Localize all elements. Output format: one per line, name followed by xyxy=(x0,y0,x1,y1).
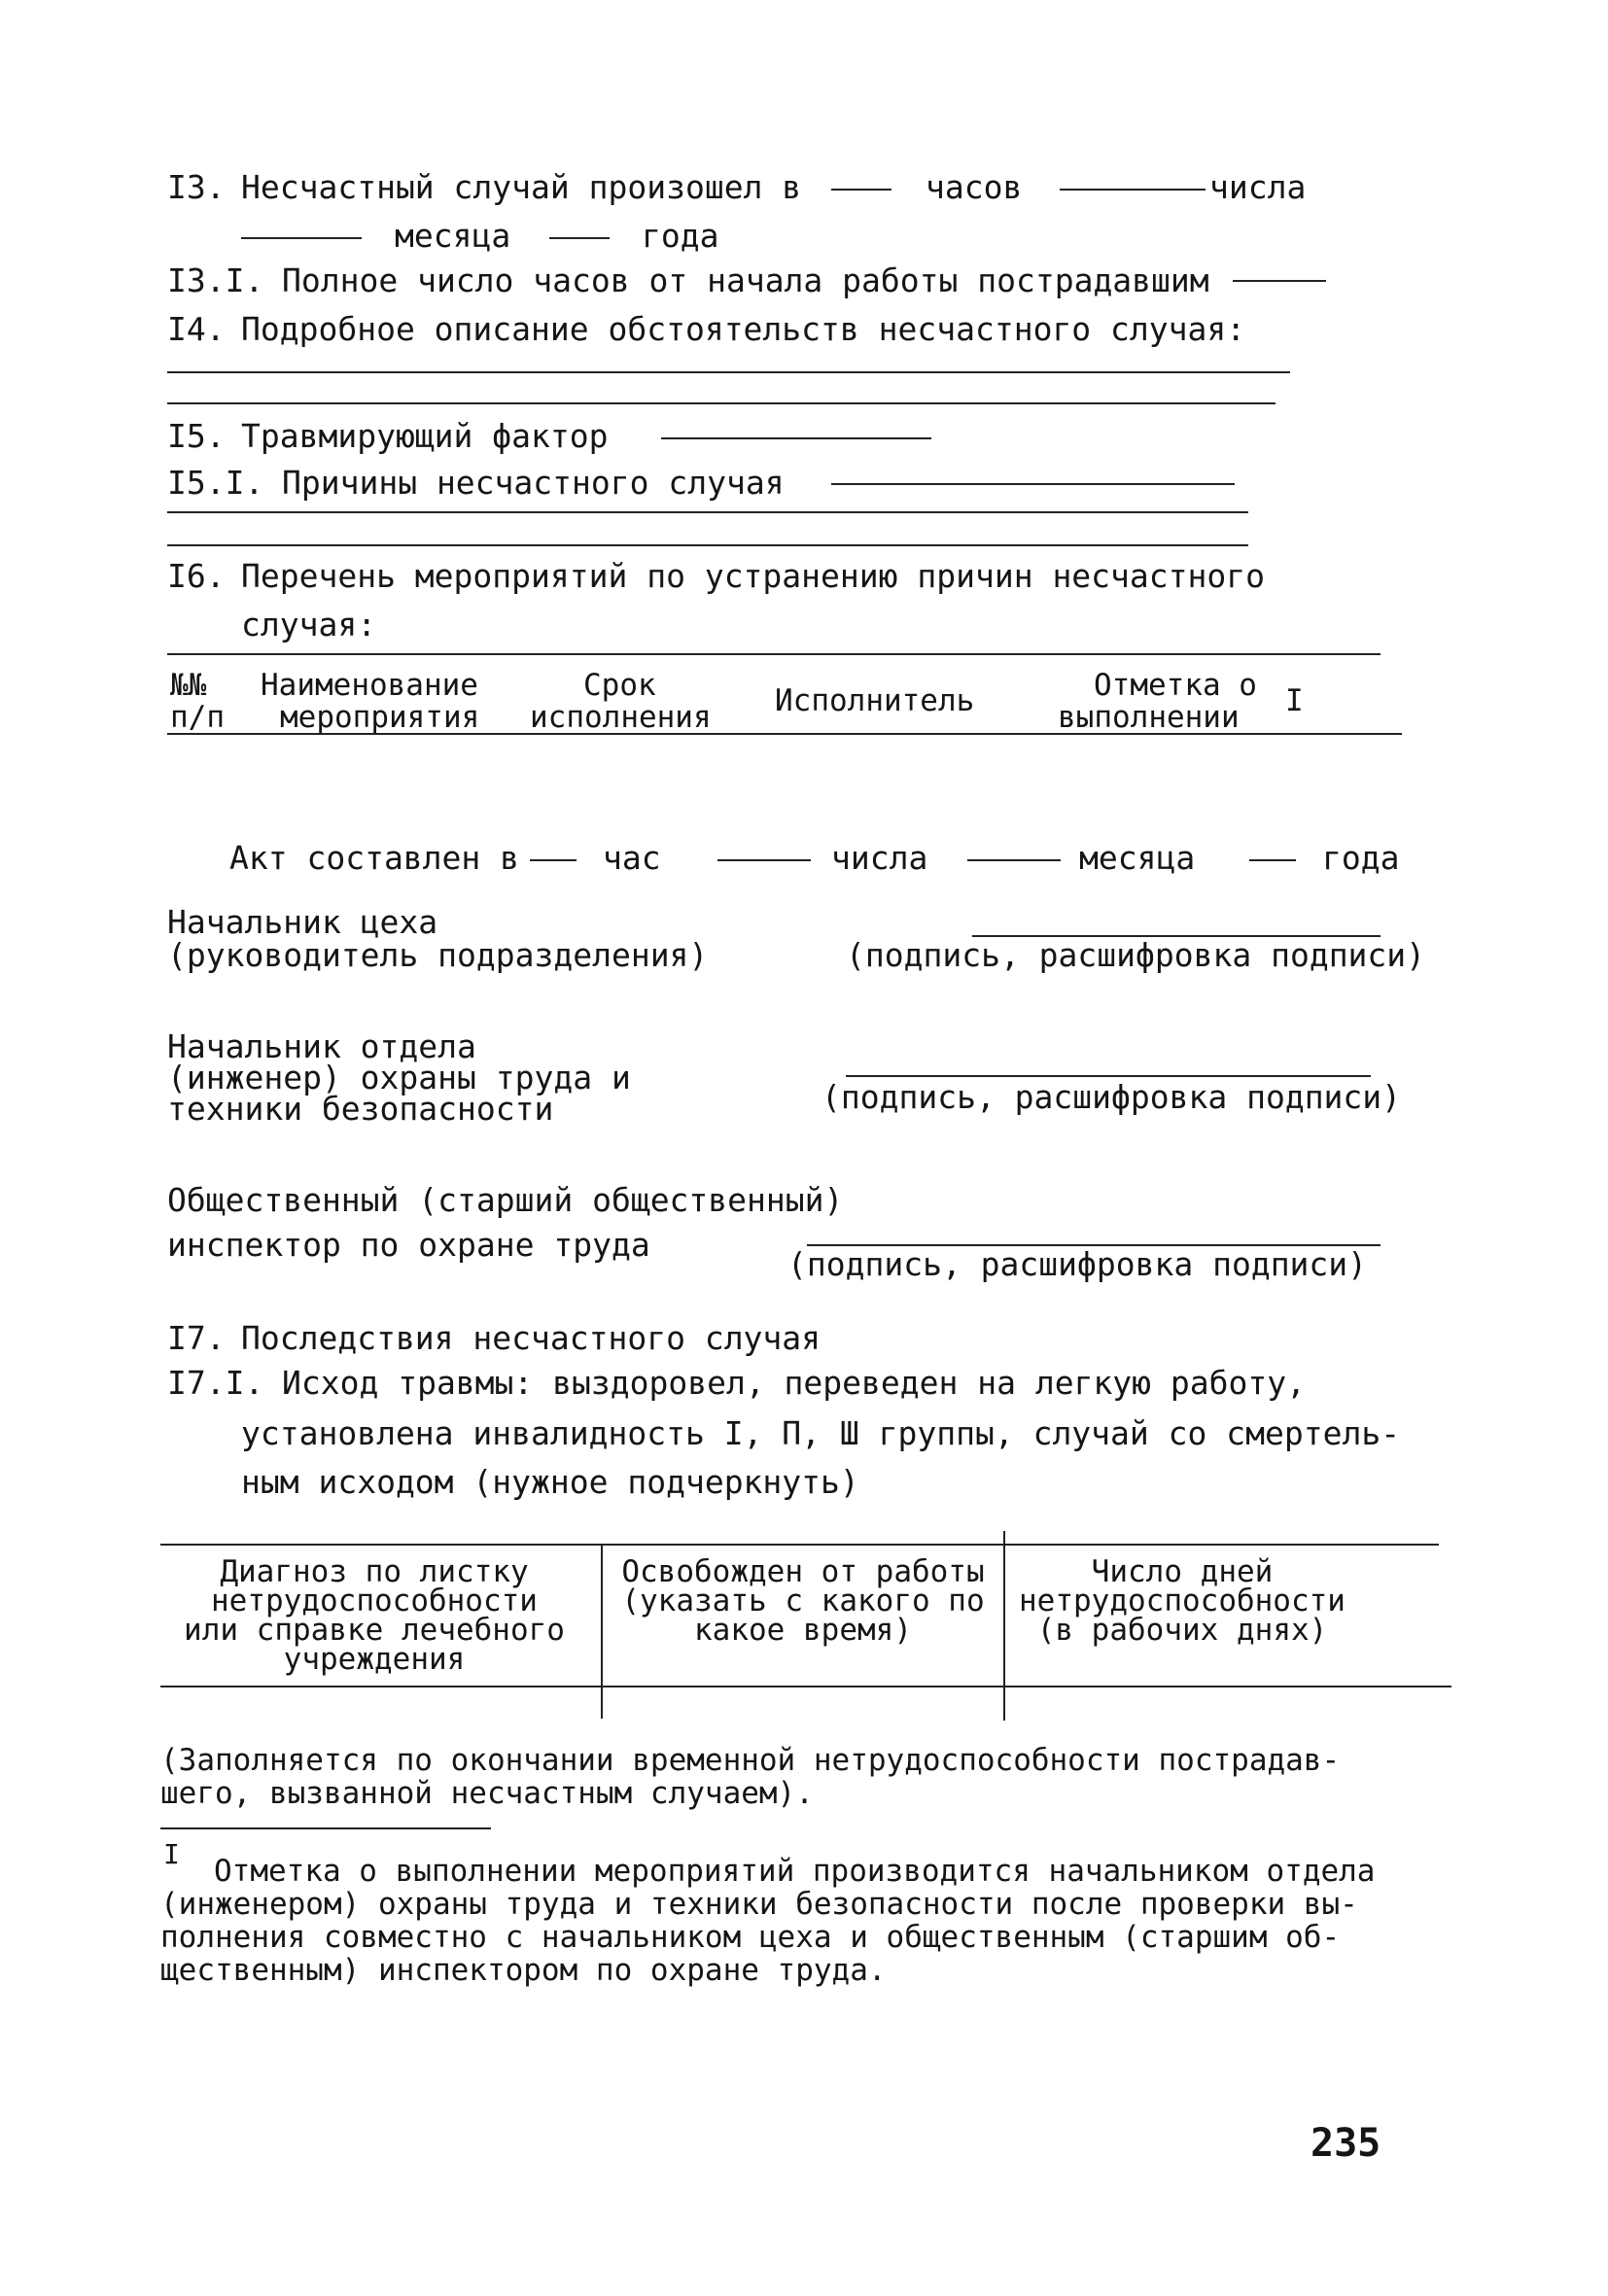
hours-total-blank xyxy=(1233,280,1326,282)
measures-line xyxy=(167,653,1381,655)
fill-note-line-2: шего, вызванной несчастным случаем). xyxy=(160,1776,814,1811)
section-13-hours-label: часов xyxy=(926,168,1023,206)
description-line-1 xyxy=(167,371,1290,373)
section-17-text: Последствия несчастного случая xyxy=(241,1319,821,1357)
footnote-line-2: (инженером) охраны труда и техники безопасности после проверки вы- xyxy=(160,1887,1358,1922)
outcome-table-divider-2 xyxy=(1003,1531,1005,1721)
shop-head-caption: (подпись, расшифровка подписи) xyxy=(846,936,1426,974)
section-13-1-text: Полное число часов от начала работы пострадавшим xyxy=(282,261,1209,299)
measures-header-rule xyxy=(167,733,1402,735)
outcome-col-2-line-3: какое время) xyxy=(694,1613,912,1648)
col-name-label: Наименование xyxy=(261,668,478,703)
col-term-sub-label: исполнения xyxy=(530,700,712,735)
year-blank xyxy=(549,237,610,239)
section-14-number: I4. xyxy=(167,310,226,348)
act-day-blank xyxy=(717,859,811,861)
description-line-2 xyxy=(167,402,1276,404)
outcome-col-3-line-1: Число дней xyxy=(1091,1554,1274,1589)
footnote-marker: I xyxy=(163,1838,180,1870)
section-13-year-label: года xyxy=(642,217,719,255)
shop-head-title: Начальник цеха xyxy=(167,903,438,941)
footnote-separator xyxy=(160,1827,491,1829)
act-hour-label: час xyxy=(603,839,661,877)
section-13-text: Несчастный случай произошел в xyxy=(241,168,802,206)
act-prefix: Акт составлен в xyxy=(229,839,520,877)
inspector-caption: (подпись, расшифровка подписи) xyxy=(787,1245,1368,1283)
section-17-1-number: I7.I. xyxy=(167,1364,264,1402)
outcome-table-divider-1 xyxy=(601,1544,603,1719)
outcome-table-top-rule xyxy=(160,1544,1439,1546)
outcome-col-1-line-2: нетрудоспособности xyxy=(211,1583,538,1618)
col-number-label: №№ xyxy=(170,668,207,703)
section-15-number: I5. xyxy=(167,417,226,455)
section-13-day-label: числа xyxy=(1209,168,1307,206)
inspector-title: Общественный (старший общественный) xyxy=(167,1181,844,1219)
section-15-1-number: I5.I. xyxy=(167,464,264,502)
col-executor-label: Исполнитель xyxy=(775,683,975,718)
col-number-sub-label: п/п xyxy=(170,700,225,735)
inspector-subtitle: инспектор по охране труда xyxy=(167,1226,650,1264)
act-month-blank xyxy=(967,859,1061,861)
col-mark-label: Отметка о xyxy=(1094,668,1257,703)
shop-head-subtitle: (руководитель подразделения) xyxy=(167,936,709,974)
dept-head-signature-line xyxy=(846,1075,1371,1077)
section-16-line-1: Перечень мероприятий по устранению причин несчастного xyxy=(241,557,1265,595)
act-hour-blank xyxy=(530,859,577,861)
section-13-1-number: I3.I. xyxy=(167,261,264,299)
causes-line-1 xyxy=(167,511,1248,513)
factor-blank xyxy=(661,437,931,439)
month-blank xyxy=(241,237,362,239)
footnote-line-1: Отметка о выполнении мероприятий производится начальником отдела xyxy=(214,1854,1376,1889)
col-name-sub-label: мероприятия xyxy=(280,700,480,735)
causes-line-2 xyxy=(167,544,1248,546)
hour-blank xyxy=(831,189,891,191)
section-17-1-line-2: установлена инвалидность I, П, Ш группы, случай со смертель- xyxy=(241,1414,1401,1452)
section-15-text: Травмирующий фактор xyxy=(241,417,609,455)
section-13-month-label: месяца xyxy=(395,217,511,255)
outcome-col-2-line-1: Освобожден от работы xyxy=(621,1554,985,1589)
outcome-table-header-rule xyxy=(160,1686,1451,1687)
section-13-number: I3. xyxy=(167,168,226,206)
section-16-number: I6. xyxy=(167,557,226,595)
col-mark-sub-label: выполнении xyxy=(1058,700,1240,735)
causes-blank xyxy=(831,483,1235,485)
act-day-label: числа xyxy=(831,839,928,877)
day-blank xyxy=(1060,189,1206,191)
section-16-line-2: случая: xyxy=(241,606,377,644)
dept-head-title: Начальник отдела xyxy=(167,1027,476,1065)
section-14-text: Подробное описание обстоятельств несчастного случая: xyxy=(241,310,1246,348)
page-number: 235 xyxy=(1311,2121,1381,2166)
outcome-col-2-line-2: (указать с какого по xyxy=(621,1583,985,1618)
outcome-col-3-line-2: нетрудоспособности xyxy=(1019,1583,1346,1618)
fill-note-line-1: (Заполняется по окончании временной нетрудоспособности пострадав- xyxy=(160,1743,1341,1778)
outcome-col-1-line-3: или справке лечебного xyxy=(184,1613,565,1648)
footnote-ref-marker: I xyxy=(1285,683,1304,718)
dept-head-caption: (подпись, расшифровка подписи) xyxy=(821,1078,1402,1116)
section-15-1-text: Причины несчастного случая xyxy=(282,464,785,502)
act-year-label: года xyxy=(1322,839,1400,877)
outcome-col-1-line-1: Диагноз по листку xyxy=(220,1554,529,1589)
outcome-col-1-line-4: учреждения xyxy=(283,1642,466,1677)
dept-head-subtitle-2: техники безопасности xyxy=(167,1090,554,1128)
section-17-number: I7. xyxy=(167,1319,226,1357)
act-month-label: месяца xyxy=(1079,839,1196,877)
section-17-1-line-1: Исход травмы: выздоровел, переведен на легкую работу, xyxy=(282,1364,1306,1402)
footnote-line-3: полнения совместно с начальником цеха и общественным (старшим об- xyxy=(160,1920,1341,1955)
dept-head-subtitle-1: (инженер) охраны труда и xyxy=(167,1059,631,1096)
section-17-1-line-3: ным исходом (нужное подчеркнуть) xyxy=(241,1463,859,1501)
footnote-line-4: щественным) инспектором по охране труда. xyxy=(160,1953,887,1988)
act-year-blank xyxy=(1249,859,1296,861)
outcome-col-3-line-3: (в рабочих днях) xyxy=(1036,1613,1328,1648)
col-term-label: Срок xyxy=(583,668,656,703)
